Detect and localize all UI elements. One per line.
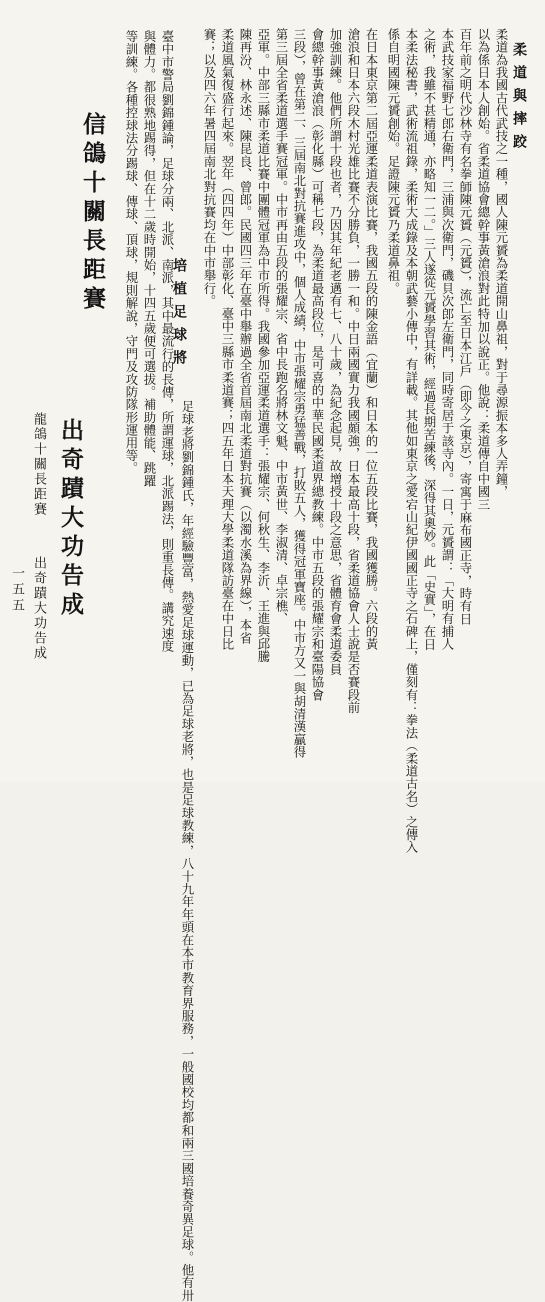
section-heading-football: 培植足球將 bbox=[171, 258, 187, 373]
judo2-line-8: 陳再汾、林永述、陳昆良、曾郎。民國四三年在臺中舉辦過全省首屆南北柔道對抗賽（以濁水溪為界線），本省 bbox=[238, 28, 253, 645]
judo2-line-9: 柔道風氣復盛行起來。翌年（四四年）中部彰化、臺中三縣市柔道賽；四五年日本天理大學柔道隊訪臺在中日比 bbox=[220, 28, 235, 651]
judo-line-7: 係自明國陳元贇創始。足證陳元贇乃柔道鼻祖。 bbox=[386, 28, 401, 295]
judo2-line-3: 加強訓練。他們所謂十段也者，乃因其年紀老邁有七、八十歲，為紀念起見，故增授十段之意思，省體育會柔道委員 bbox=[328, 28, 343, 676]
article-title-second: 出奇蹟大功告成 bbox=[57, 418, 84, 621]
judo-line-3: 百年前之明代沙林寺有名拳師陳元贇（元贇），流亡至日本江戶（即今之東京），寄寓于麻布國正寺，時有日 bbox=[458, 28, 473, 626]
judo2-line-5: 三段），曾在第二、三屆南北對抗賽進攻中，個人成績，中市張耀宗勇猛善戰，打敗五人，獲得冠軍寶座。中市方又一與胡清漢贏得 bbox=[292, 28, 307, 759]
judo-line-1: 柔道為我國古代武技之一種，國人陳元贇為柔道開山鼻祖，對于尋源振本多人弄鐘， bbox=[494, 28, 509, 498]
football-line-1: 足球老將劉錦鍾氏，年經驗豐富，熱愛足球運動，已為足球老將，也是足球教練，八十九年年頭在本市教育界服務，一般國校均都和兩三國培養奇異足球。他有卅 bbox=[180, 400, 195, 1302]
football-line-4: 等訓練。各種控球法分踢球、傳球、頂球，規則解說，守門及攻防隊形運用等。 bbox=[124, 30, 139, 475]
football-line-2: 臺中市警局劉錦鍾論，足球分兩、北派、南派，其中最流行的長傳，所謂運球，北派踢法，則重長傳。講究速度 bbox=[160, 30, 175, 653]
judo2-line-1: 在日本東京第二屆亞運柔道表演比賽，我國五段的陳金語（宜蘭）和日本的一位五段比賽，我國獲勝。六段的黃 bbox=[364, 28, 379, 651]
section-heading-judo: 柔道與摔跤 bbox=[511, 42, 527, 157]
judo-line-2: 以為係日本人創始。省柔道協會總幹事黃滄浪對此特加以說正。他說：柔道傳自中國三 bbox=[476, 28, 491, 511]
judo-line-5: 之術，我雖不甚精通，亦略知一二。」三人遂從元贇學習其術，經過長期苦練後，深得其奧妙。此「史實」，在日 bbox=[422, 28, 437, 651]
judo-line-6: 本柔法秘書，武術流祖錄，柔術大成錄及本朝武藝小傳中，有詳載。其他如東京之愛宕山紀伊國國正寺之石碑上，僅刻有：拳法（柔道古名）之傳入 bbox=[404, 28, 419, 854]
article-title-main: 信鴿十關長距賽 bbox=[79, 112, 106, 315]
article-subtitle-2: 出奇蹟大功告成 bbox=[31, 556, 46, 661]
judo2-line-2: 滄浪和日本六段木村光雄比賽不分勝負，一勝一和。中日兩國實力我國頗強，日本最高十段，省柔道協會人士說是否賽段前 bbox=[346, 28, 361, 714]
judo2-line-6: 第三屆全省柔道選手賽冠軍。中市再由五段的張耀宗、省中長跑名將林文魁、中市黃世、李淑清、卓宗樵、 bbox=[274, 28, 289, 625]
judo2-line-10: 賽；以及四六年暑四屆南北對抗賽均在中市舉行。 bbox=[202, 28, 217, 308]
football-line-3: 與體力。都很熟地踢得，但在十二歲時開始，十四五歲便可選拔。補助體能、跳躍 bbox=[142, 30, 157, 488]
judo2-line-4: 會總幹事黃滄浪（彰化縣）可稱七段，為柔道最高段位，是可喜的中華民國柔道界總教練。中市五段的張耀宗和臺陽協會 bbox=[310, 28, 325, 702]
page-number: 一五五 bbox=[9, 566, 24, 614]
judo2-line-7: 亞軍。中部三縣市柔道比賽中團體冠軍為中市所得。我國參加亞運柔道選手：張耀宗、何秋生、李沂、王進與邱騰 bbox=[256, 28, 271, 663]
judo-line-4: 本武技家福野七郎右衛門，三浦與次衛門，磯貝次郎左衛門，同時寄居于該寺內。一日，元贇謂：「大明有捕人 bbox=[440, 28, 455, 651]
article-subtitle: 龍鴿十關長距賽 bbox=[31, 412, 46, 517]
